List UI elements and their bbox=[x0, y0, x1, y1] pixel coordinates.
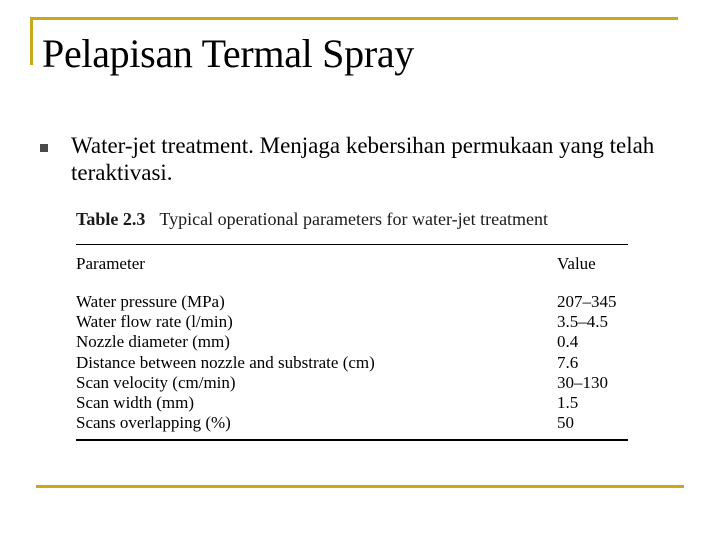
table-row bbox=[76, 312, 628, 332]
row-parameter: Scan width (mm) bbox=[76, 392, 195, 412]
table-row bbox=[76, 373, 628, 393]
row-value: 7.6 bbox=[557, 352, 579, 372]
table-caption-number: Table 2.3 bbox=[76, 209, 146, 229]
column-header-value: Value bbox=[557, 254, 596, 273]
table-caption bbox=[76, 208, 628, 230]
table-row bbox=[76, 353, 628, 373]
row-value: 50 bbox=[557, 413, 574, 433]
parameter-table bbox=[76, 208, 628, 433]
row-value: 207–345 bbox=[557, 292, 617, 311]
frame-top-line bbox=[30, 17, 678, 20]
table-body bbox=[76, 292, 628, 433]
row-parameter: Water pressure (MPa) bbox=[76, 292, 225, 311]
row-value: 1.5 bbox=[557, 392, 579, 412]
row-parameter: Scan velocity (cm/min) bbox=[76, 372, 236, 392]
slide-title: Pelapisan Termal Spray bbox=[42, 31, 414, 76]
table-row bbox=[76, 332, 628, 352]
row-parameter: Water flow rate (l/min) bbox=[76, 312, 233, 332]
table-top-rule bbox=[76, 244, 628, 245]
table-bottom-rule bbox=[76, 439, 628, 441]
table-row bbox=[76, 292, 628, 312]
row-value: 0.4 bbox=[557, 332, 579, 352]
square-bullet-icon bbox=[40, 144, 48, 152]
table-row bbox=[76, 413, 628, 433]
bullet-text: Water-jet treatment. Menjaga kebersihan permukaan yang telah teraktivasi. bbox=[71, 133, 655, 185]
frame-bottom-line bbox=[36, 485, 684, 488]
table-row bbox=[76, 393, 628, 413]
column-header-parameter: Parameter bbox=[76, 254, 145, 273]
row-parameter: Distance between nozzle and substrate (cm) bbox=[76, 352, 375, 372]
row-parameter: Scans overlapping (%) bbox=[76, 413, 231, 433]
row-parameter: Nozzle diameter (mm) bbox=[76, 332, 230, 352]
table-caption-text: Typical operational parameters for water-jet treatment bbox=[159, 209, 549, 229]
row-value: 3.5–4.5 bbox=[557, 312, 608, 332]
row-value: 30–130 bbox=[557, 372, 608, 392]
frame-left-line bbox=[30, 17, 33, 65]
